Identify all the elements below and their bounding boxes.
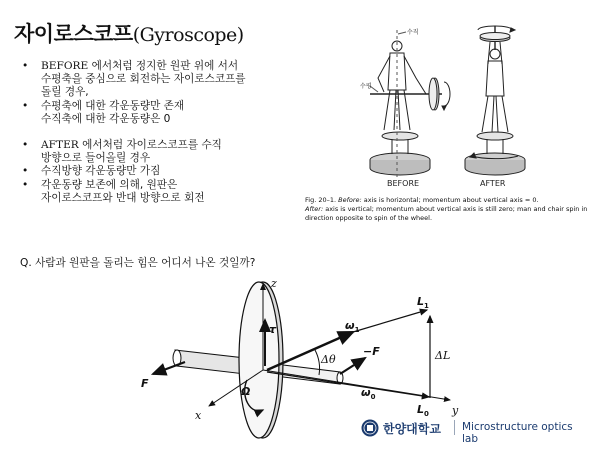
bullet-item (20, 165, 325, 178)
question-text: Q. 사람과 원판을 돌리는 힘은 어디서 나온 것일까? (20, 257, 256, 269)
bullet-dot: • (22, 178, 29, 191)
bullet-item (20, 139, 325, 165)
university-logo (361, 417, 587, 445)
figure-after-label: AFTER (480, 179, 506, 188)
bullet-line: BEFORE 에서처럼 정지한 원판 위에 서서 (41, 60, 239, 72)
bullet-dot: • (22, 165, 29, 178)
lab-name: Microstructure optics lab (462, 421, 573, 445)
bullet-line: 방향으로 들어올릴 경우 (41, 152, 151, 165)
bullet-line: AFTER 에서처럼 자이로스코프를 수직 (41, 139, 222, 152)
bullet-item (20, 179, 325, 205)
bullet-line: 수평축에 대한 각운동량만 존재 (41, 99, 185, 112)
bullet-gap (20, 126, 325, 139)
gyro-figure-illustration (350, 20, 590, 195)
axis-label-y: y (452, 404, 459, 417)
label-force-right: −F (363, 345, 380, 358)
label-delta-theta: Δθ (321, 353, 336, 366)
bullet-line: 수평축을 중심으로 회전하는 자이로스코프를 (41, 73, 246, 86)
caption-line-before: Fig. 20–1. Before: axis is horizontal; momentum about vertical axis = 0. (305, 196, 539, 204)
figure-caption (305, 196, 595, 223)
bullet-item (20, 100, 325, 126)
bullet-line: 수직축에 대한 각운동량은 0 (41, 112, 171, 125)
bullet-list (20, 60, 325, 205)
label-omega0: $\omega_0$ (361, 386, 376, 402)
label-delta-L: ΔL (435, 349, 451, 362)
label-tau: τ (269, 323, 277, 336)
bullet-line: 자이로스코프와 반대 방향으로 회전 (41, 191, 205, 204)
logo-divider (454, 420, 455, 435)
figure-before-label: BEFORE (387, 179, 420, 188)
label-L1: $L_1$ (417, 295, 429, 311)
bullet-dot: • (22, 99, 29, 112)
label-omega-cap: Ω (241, 385, 251, 398)
bullet-item (20, 60, 325, 100)
bullet-dot: • (22, 60, 29, 72)
label-horizontal: 수평 (360, 83, 372, 90)
label-omega1: $\omega_1$ (345, 319, 360, 335)
bullet-dot: • (22, 139, 29, 152)
title-english: (Gyroscope) (132, 24, 244, 46)
label-vertical: 수직 (407, 29, 419, 36)
caption-line-after: After: axis is vertical; momentum about vertical axis is still zero; man and chair spin in direction opposite to spin of the wheel. (305, 205, 588, 222)
university-seal-icon (361, 419, 379, 437)
slide-title (14, 18, 244, 48)
bullet-line: 수직방향 각운동량만 가짐 (41, 165, 161, 178)
axis-label-z: z (271, 277, 277, 290)
bullet-line: 각운동량 보존에 의해, 원판은 (41, 178, 178, 191)
gyro-figure (350, 20, 590, 195)
university-name: 한양대학교 (383, 422, 441, 436)
label-L0: $L_0$ (417, 403, 429, 419)
label-force-left: F (141, 377, 149, 390)
bullet-line: 돌릴 경우, (41, 86, 89, 99)
title-korean: 자이로스코프 (14, 22, 133, 46)
axis-label-x: x (195, 409, 202, 422)
